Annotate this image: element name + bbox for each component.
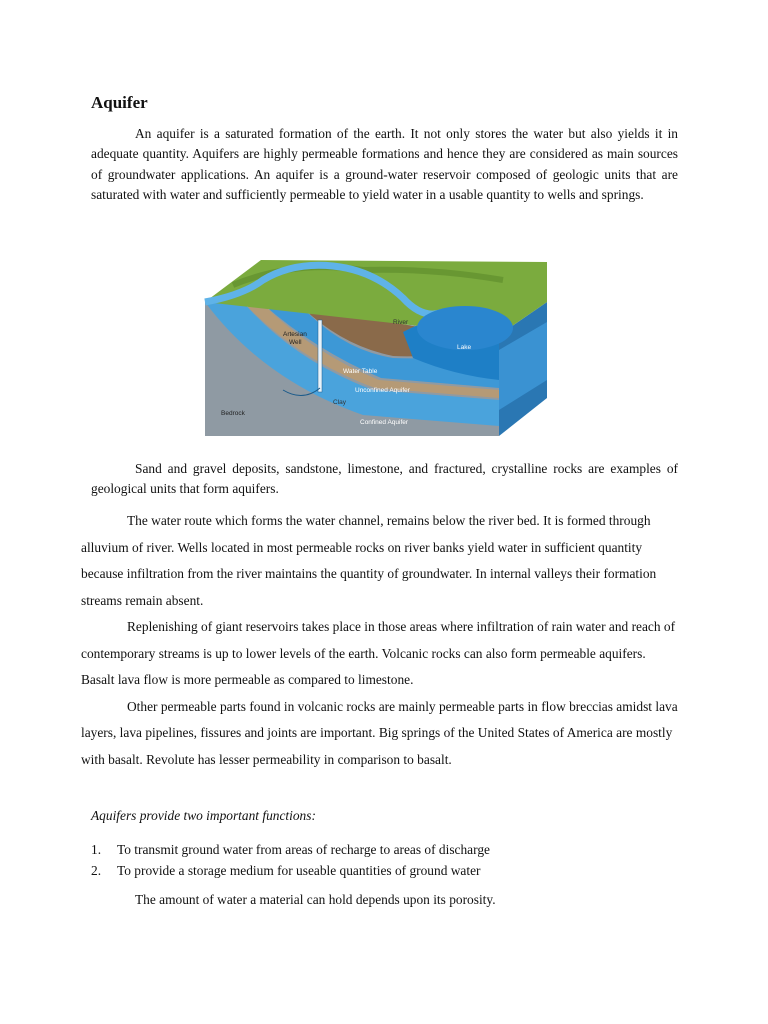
geologic-units-paragraph: Sand and gravel deposits, sandstone, limestone, and fractured, crystalline rocks are examples of geological units that form aquifers. [91,461,678,497]
list-item [91,861,490,882]
document-title: Aquifer [91,93,148,112]
aquifer-diagram-svg [203,240,563,440]
aquifer-diagram [203,240,563,440]
body-text-block [81,508,679,773]
intro-paragraph-text: An aquifer is a saturated formation of the earth. It not only stores the water but also yields it in adequate quantity. Aquifers are highly permeable formations and hence they are considered as main sources of groundwater applications. An aquifer is a ground-water reservoir composed of geologic units that are saturated with water and sufficiently permeable to yield water in a usable quantity to wells and springs. [91,126,678,203]
artesian-well-pipe [318,320,322,392]
label-artesian-well-2: Well [289,339,302,346]
label-bedrock: Bedrock [221,410,245,417]
label-artesian-well-1: Artesian [283,331,307,338]
closing-sentence: The amount of water a material can hold depends upon its porosity. [135,892,496,907]
list-item-number: 1. [91,842,102,857]
water-route-paragraph: The water route which forms the water channel, remains below the river bed. It is formed through alluvium of river. Wells located in most permeable rocks on river banks yield water in sufficient quantity because infiltration from the river maintains the quantity of groundwater. In internal valleys their formation streams remain absent. [81,513,657,608]
list-item-text: To transmit ground water from areas of recharge to areas of discharge [117,842,490,857]
label-confined-aquifer: Confined Aquifer [360,419,409,426]
label-lake: Lake [457,344,472,351]
intro-paragraph [91,124,678,206]
label-river: River [393,319,409,326]
reservoir-paragraph: Replenishing of giant reservoirs takes place in those areas where infiltration of rain water and reach of contemporary streams is up to lower levels of the earth. Volcanic rocks can also form permeable aquifers. Basalt lava flow is more permeable as compared to limestone. [81,619,676,687]
functions-list [91,840,490,881]
list-item-text: To provide a storage medium for useable quantities of ground water [117,862,481,878]
label-clay: Clay [333,399,347,406]
list-item-number: 2. [91,862,102,878]
list-item [91,840,490,861]
volcanic-rocks-paragraph: Other permeable parts found in volcanic rocks are mainly permeable parts in flow breccias amidst lava layers, lava pipelines, fissures and joints are important. Big springs of the United States of America are mostly with basalt. Revolute has lesser permeability in comparison to basalt. [81,698,678,767]
label-unconfined-aquifer: Unconfined Aquifer [355,387,410,394]
functions-heading: Aquifers provide two important functions: [91,808,316,823]
label-water-table: Water Table [343,368,378,375]
